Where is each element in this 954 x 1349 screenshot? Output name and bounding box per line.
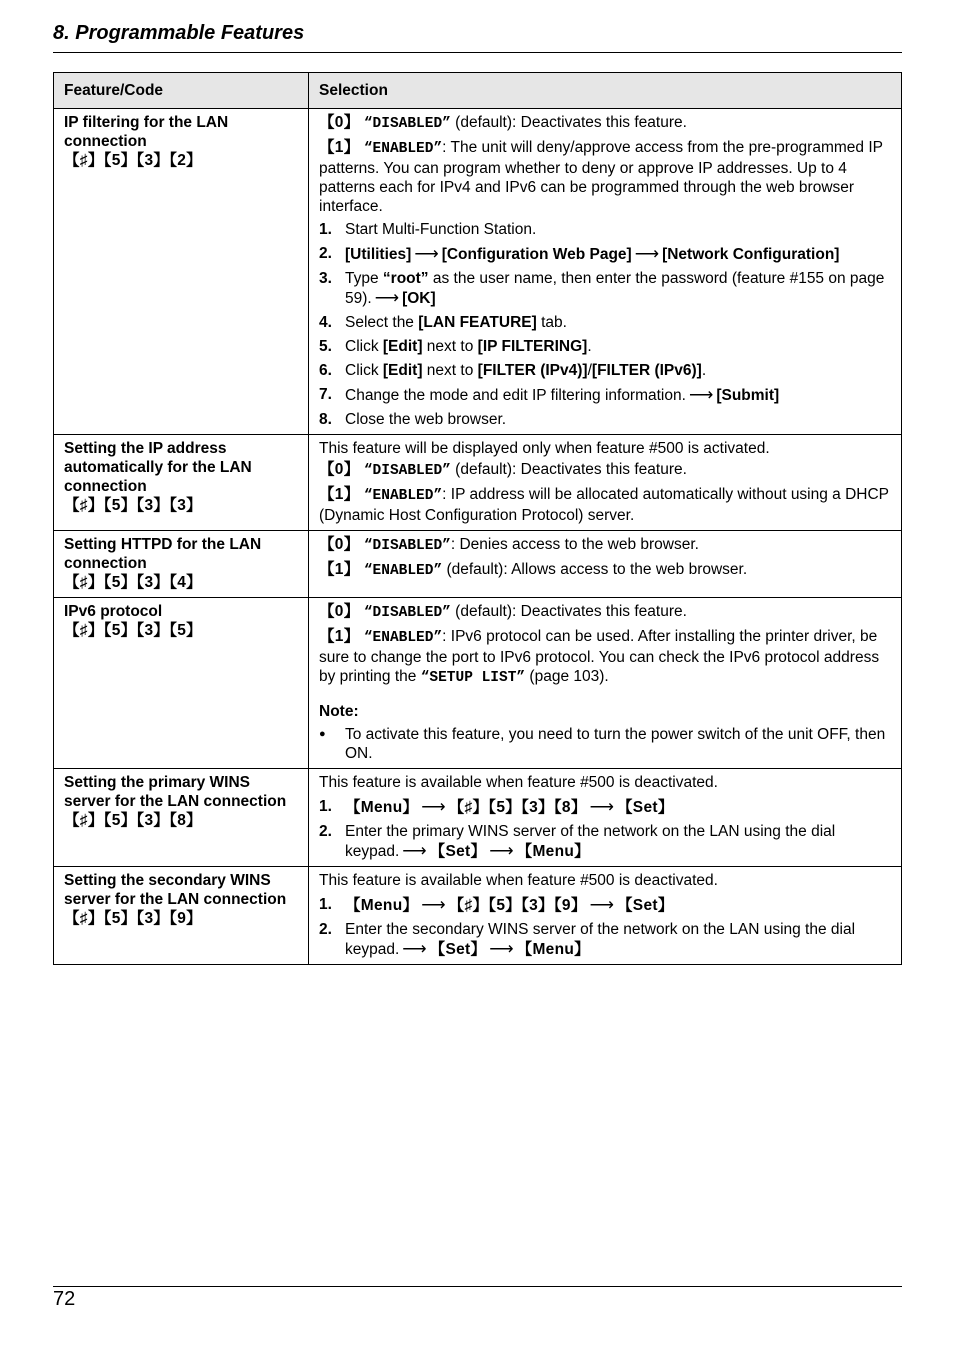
header-rule — [53, 52, 902, 53]
option-text: (page 103). — [525, 668, 609, 685]
option-text: (default): Deactivates this feature. — [450, 603, 687, 620]
option-value: “DISABLED” — [363, 538, 451, 554]
step-item — [319, 269, 891, 308]
note-bullet — [319, 725, 891, 763]
note-text: To activate this feature, you need to turn the power switch of the unit OFF, then ON. — [345, 726, 886, 762]
option-1 — [319, 560, 891, 581]
arrow-icon: ⟶ — [634, 244, 660, 263]
feature-name: IPv6 protocol — [64, 603, 163, 620]
selection-cell — [309, 531, 902, 598]
arrow-icon: ⟶ — [414, 244, 439, 263]
option-key: 【1】 — [319, 486, 360, 503]
step-text: Enter the secondary WINS server of the network on the LAN using the dial keypad. ⟶ 【Set】 ⟶ 【Menu】 — [345, 921, 856, 958]
step-item — [319, 822, 891, 861]
step-item — [319, 361, 891, 380]
table-row — [54, 769, 902, 867]
table-row — [54, 435, 902, 531]
step-item — [319, 385, 891, 405]
page-number: 72 — [53, 1288, 76, 1310]
option-key: 【1】 — [319, 561, 360, 578]
step-list — [319, 895, 891, 959]
option-value: “DISABLED” — [363, 116, 451, 132]
feature-name: IP filtering for the LAN connection — [64, 114, 229, 150]
step-number: 5. — [319, 338, 332, 355]
feature-code: 【♯】【5】【3】【5】 — [64, 622, 202, 639]
option-text: (default): Deactivates this feature. — [450, 114, 687, 131]
step-number: 8. — [319, 411, 332, 428]
step-number: 1. — [319, 798, 332, 815]
option-text: : IPv6 protocol can be used. After installing the printer driver, be sure to change the port to IPv6 protocol. You can check the IPv6 protocol address by printing the — [319, 628, 880, 685]
table-row — [54, 598, 902, 769]
step-list — [319, 797, 891, 861]
step-number: 2. — [319, 921, 332, 938]
option-1 — [319, 138, 891, 216]
selection-cell — [309, 598, 902, 769]
option-1 — [319, 627, 891, 688]
option-0 — [319, 113, 891, 134]
table-header-row — [54, 73, 902, 109]
step-text: 【Menu】 ⟶ 【♯】【5】【3】【9】 ⟶ 【Set】 — [345, 895, 674, 914]
option-key: 【0】 — [319, 603, 360, 620]
feature-code: 【♯】【5】【3】【3】 — [64, 497, 202, 514]
option-text: (default): Deactivates this feature. — [450, 461, 687, 478]
option-text: : IP address will be allocated automatically without using a DHCP (Dynamic Host Configuration Protocol) server. — [319, 486, 889, 524]
arrow-icon: ⟶ — [374, 288, 400, 307]
selection-cell — [309, 109, 902, 435]
arrow-icon: ⟶ — [589, 895, 614, 914]
step-text: 【Menu】 ⟶ 【♯】【5】【3】【8】 ⟶ 【Set】 — [345, 797, 674, 816]
step-text — [345, 244, 891, 264]
intro-text: This feature will be displayed only when feature #500 is activated. — [319, 440, 770, 457]
feature-name: Setting the IP address automatically for the LAN connection — [64, 440, 252, 495]
note-title: Note: — [319, 703, 359, 720]
option-key: 【0】 — [319, 114, 360, 131]
selection-cell — [309, 867, 902, 965]
option-text: : Denies access to the web browser. — [450, 536, 699, 553]
option-value: “ENABLED” — [363, 563, 443, 579]
option-value: “DISABLED” — [363, 605, 451, 621]
step-item — [319, 244, 891, 264]
step-item — [319, 220, 891, 239]
intro-text: This feature is available when feature #500 is deactivated. — [319, 774, 718, 791]
option-0 — [319, 602, 891, 623]
menu-path-item: [Configuration Web Page] — [441, 246, 632, 263]
arrow-icon: ⟶ — [402, 841, 427, 860]
option-key: 【0】 — [319, 461, 360, 478]
feature-code: 【♯】【5】【3】【8】 — [64, 812, 202, 829]
arrow-icon: ⟶ — [421, 895, 446, 914]
feature-cell — [54, 769, 309, 867]
menu-path-item: [Network Configuration] — [662, 246, 840, 263]
section-title: 8. Programmable Features — [53, 22, 305, 44]
menu-path-item: [Utilities] — [345, 246, 412, 263]
arrow-icon: ⟶ — [688, 385, 714, 404]
feature-code: 【♯】【5】【3】【2】 — [64, 152, 202, 169]
feature-name: Setting the secondary WINS server for the LAN connection — [64, 872, 287, 908]
feature-code: 【♯】【5】【3】【9】 — [64, 910, 202, 927]
selection-cell — [309, 435, 902, 531]
arrow-icon: ⟶ — [489, 841, 514, 860]
setup-list-label: “SETUP LIST” — [420, 670, 526, 686]
step-number: 3. — [319, 270, 332, 287]
step-text: Enter the primary WINS server of the network on the LAN using the dial keypad. ⟶ 【Set】 ⟶ 【Menu】 — [345, 823, 836, 860]
table-row — [54, 531, 902, 598]
step-list — [319, 220, 891, 429]
step-number: 2. — [319, 823, 332, 840]
step-text: Select the [LAN FEATURE] tab. — [345, 314, 567, 331]
step-number: 1. — [319, 896, 332, 913]
step-item — [319, 797, 891, 817]
column-header-selection: Selection — [309, 73, 902, 109]
feature-cell — [54, 867, 309, 965]
table-row — [54, 109, 902, 435]
arrow-icon: ⟶ — [421, 797, 446, 816]
step-number: 7. — [319, 386, 332, 403]
step-item — [319, 313, 891, 332]
step-item — [319, 337, 891, 356]
step-item — [319, 920, 891, 959]
footer-rule — [53, 1286, 902, 1287]
step-number: 6. — [319, 362, 332, 379]
step-item — [319, 895, 891, 915]
option-key: 【0】 — [319, 536, 360, 553]
step-number: 1. — [319, 221, 332, 238]
option-key: 【1】 — [319, 628, 360, 645]
step-text: Click [Edit] next to [IP FILTERING]. — [345, 338, 592, 355]
arrow-icon: ⟶ — [402, 939, 427, 958]
selection-cell — [309, 769, 902, 867]
feature-cell — [54, 598, 309, 769]
intro-text: This feature is available when feature #500 is deactivated. — [319, 872, 718, 889]
step-item — [319, 410, 891, 429]
column-header-feature: Feature/Code — [54, 73, 309, 109]
feature-name: Setting the primary WINS server for the LAN connection — [64, 774, 287, 810]
arrow-icon: ⟶ — [489, 939, 514, 958]
step-text: Click [Edit] next to [FILTER (IPv4)]/[FILTER (IPv6)]. — [345, 362, 707, 379]
feature-code: 【♯】【5】【3】【4】 — [64, 574, 202, 591]
feature-name: Setting HTTPD for the LAN connection — [64, 536, 262, 572]
step-text: Type “root” as the user name, then enter the password (feature #155 on page 59). ⟶ [OK] — [345, 270, 885, 307]
option-0 — [319, 460, 891, 481]
step-number: 4. — [319, 314, 332, 331]
option-value: “ENABLED” — [363, 488, 443, 504]
option-0 — [319, 535, 891, 556]
option-value: “ENABLED” — [363, 141, 443, 157]
feature-cell — [54, 531, 309, 598]
option-value: “ENABLED” — [363, 630, 443, 646]
option-key: 【1】 — [319, 139, 360, 156]
option-text: : The unit will deny/approve access from the pre-programmed IP patterns. You can program whether to deny or approve IP addresses. Up to 4 patterns each for IPv4 and IPv6 can be programmed through the web browser interface. — [319, 139, 883, 215]
step-text: Change the mode and edit IP filtering information. ⟶ [Submit] — [345, 385, 780, 404]
option-text: (default): Allows access to the web browser. — [442, 561, 748, 578]
arrow-icon: ⟶ — [589, 797, 614, 816]
step-text: Close the web browser. — [345, 411, 507, 428]
step-text: Start Multi-Function Station. — [345, 221, 537, 238]
step-number: 2. — [319, 245, 332, 262]
feature-cell — [54, 109, 309, 435]
option-1 — [319, 485, 891, 525]
option-value: “DISABLED” — [363, 463, 451, 479]
bullet-icon — [319, 725, 345, 763]
feature-table — [53, 72, 902, 965]
table-row — [54, 867, 902, 965]
feature-cell — [54, 435, 309, 531]
